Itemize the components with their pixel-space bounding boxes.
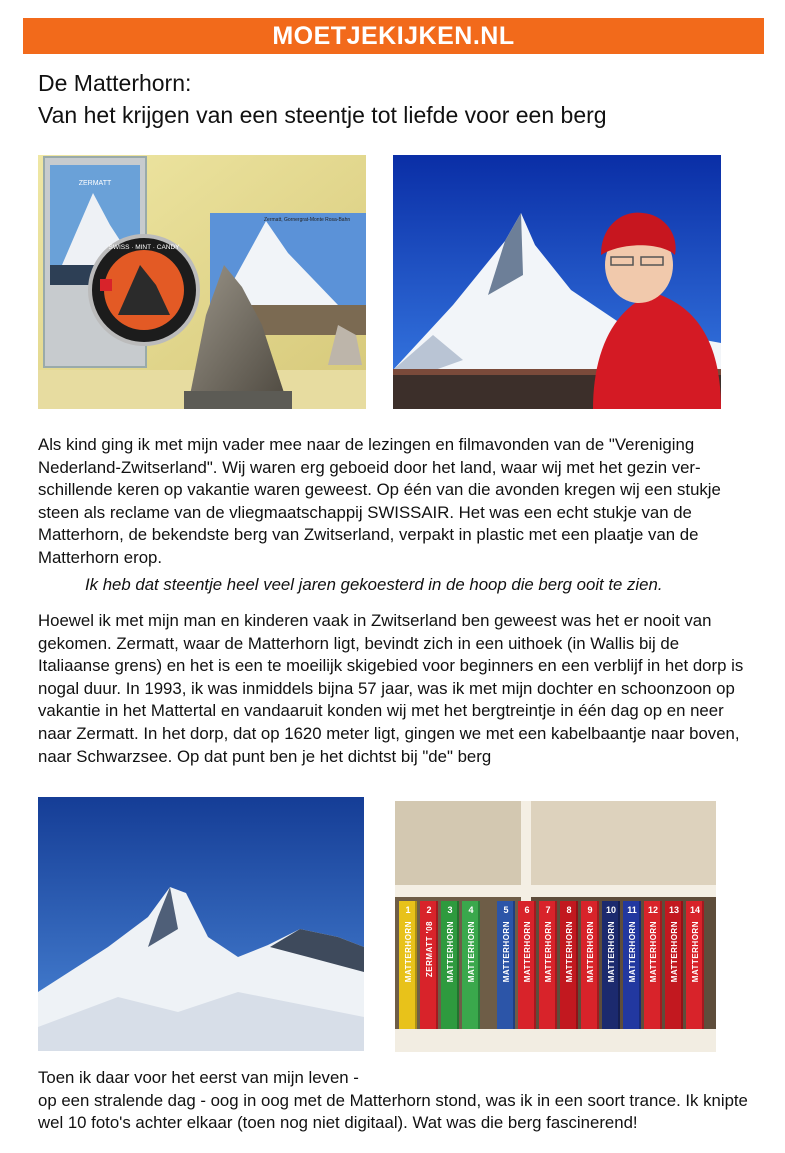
book-title: ZERMATT '08 [424,921,434,978]
candy-tin-text: SWISS · MINT · CANDY [108,244,180,251]
book-title: MATTERHORN [669,921,679,983]
book-number: 8 [566,905,572,915]
site-name[interactable]: MOETJEKIJKEN.NL [272,22,515,50]
woman-matterhorn-photo [393,155,721,409]
book-number: 6 [524,905,530,915]
book-spine [623,901,641,1029]
paragraph-2: Hoewel ik met mijn man en kinderen vaak in Zwitserland ben geweest was het er nooit van gekomen. Zermatt, waar de Matterhorn ligt, bevindt zich in een uithoek (in Wallis bij de Italiaanse grens) en het is een te moeilijk skigebied voor beginners en een verblijf in het dorp is nogal duur. In 1993, ik was inmiddels bijna 57 jaar, was ik met mijn dochter en schoonzoon op vakantie in het Mattertal en vandaaruit konden wij met het bergtreintje in één dag op en neer naar Zermatt. In het dorp, dat op 1620 meter ligt, gingen we met een kabelbaantje naar boven, naar Schwarzsee. Op dat punt ben je het dichtst bij "de" berg [38,611,744,766]
book-number: 14 [689,905,700,915]
souvenir-photo [38,155,366,409]
quote: Ik heb dat steentje heel veel jaren gekoesterd in de hoop die berg ooit te zien. [85,575,663,594]
book-number: 11 [627,905,637,915]
title-line-1: De Matterhorn: [38,70,192,96]
book-number: 3 [447,905,453,915]
book-title: MATTERHORN [606,921,616,983]
book-number: 4 [468,905,474,915]
book-title: MATTERHORN [445,921,455,983]
book-title: MATTERHORN [403,921,413,983]
book-spine [560,901,578,1029]
book-title: MATTERHORN [466,921,476,983]
paragraph-3 [38,1067,753,1135]
book-spine [441,901,459,1029]
book-number: 1 [405,905,411,915]
postcard-label: ZERMATT [78,180,112,187]
postcard-caption: Zermatt, Gornergrat-Monte Rosa-Bahn [264,217,351,223]
book-title: MATTERHORN [522,921,532,983]
book-title: MATTERHORN [627,921,637,983]
book-spine [497,901,515,1029]
book-spine [602,901,620,1029]
title-line-2: Van het krijgen van een steentje tot liefde voor een berg [38,102,607,128]
book-title: MATTERHORN [501,921,511,983]
paragraph-1: Als kind ging ik met mijn vader mee naar de lezingen en filmavonden van de "Vereniging Nederland-Zwitserland". Wij waren erg geboeid door het land, waar wij met het gezin ver-schillende keren op vakantie waren geweest. Op één van die avonden kregen wij een stukje steen als reclame van de vliegmaatschappij SWISSAIR. Het was een echt stukje van de Matterhorn, de bekendste berg van Zwitserland, verpakt in plastic met een plaatje van de Matterhorn erop. [38,435,721,567]
book-title: MATTERHORN [690,921,700,983]
book-number: 2 [426,905,432,915]
book-spine [399,901,417,1029]
book-number: 5 [503,905,509,915]
book-number: 7 [545,905,551,915]
book-title: MATTERHORN [648,921,658,983]
book-spine [686,901,704,1029]
book-number: 13 [668,905,679,915]
paragraph-3-line-1: Toen ik daar voor het eerst van mijn leven - [38,1068,359,1087]
book-spine [420,901,438,1029]
book-spine [462,901,480,1029]
paragraph-3-rest: op een stralende dag - oog in oog met de Matterhorn stond, was ik in een soort trance. Ik knipte wel 10 foto's achter elkaar (toen nog niet digitaal). Wat was die berg fascinerend! [38,1090,748,1133]
book-number: 12 [647,905,658,915]
site-banner[interactable] [23,18,764,54]
book-spine [644,901,662,1029]
book-number: 9 [587,905,593,915]
book-spines [399,901,713,1029]
book-title: MATTERHORN [585,921,595,983]
books-photo [395,801,716,1052]
book-number: 10 [605,905,616,915]
book-spine [539,901,557,1029]
book-spine [581,901,599,1029]
page-title [38,67,758,131]
book-title: MATTERHORN [543,921,553,983]
book-spine [518,901,536,1029]
book-title: MATTERHORN [564,921,574,983]
matterhorn-photo [38,797,364,1051]
book-spine [665,901,683,1029]
